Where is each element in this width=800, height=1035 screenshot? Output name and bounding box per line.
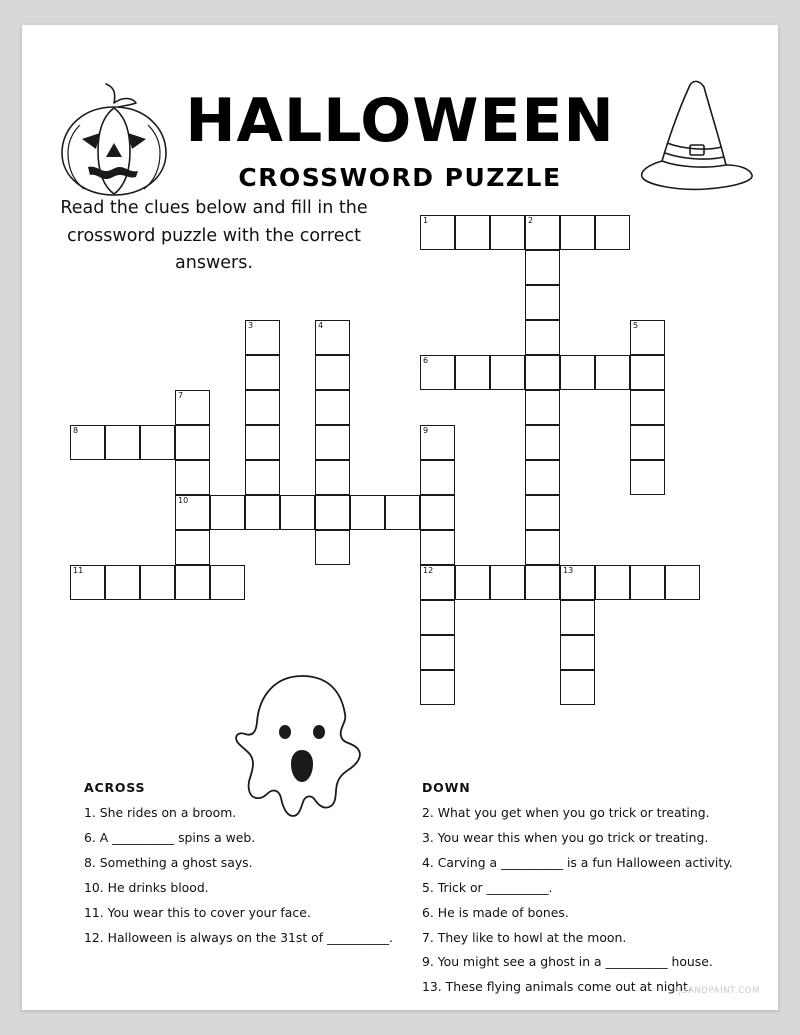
crossword-cell[interactable] xyxy=(525,390,560,425)
crossword-cell[interactable] xyxy=(525,285,560,320)
crossword-cell[interactable] xyxy=(490,215,525,250)
clue-item: 2. What you get when you go trick or treating. xyxy=(422,805,710,820)
crossword-cell[interactable] xyxy=(175,495,210,530)
clue-item: 4. Carving a __________ is a fun Halloween activity. xyxy=(422,854,733,870)
crossword-cell[interactable] xyxy=(490,355,525,390)
crossword-cell[interactable] xyxy=(385,495,420,530)
crossword-cell[interactable] xyxy=(245,495,280,530)
clue-item: 6. A __________ spins a web. xyxy=(84,829,256,845)
crossword-cell[interactable] xyxy=(315,390,350,425)
crossword-cell[interactable] xyxy=(175,425,210,460)
crossword-cell[interactable] xyxy=(420,460,455,495)
crossword-cell[interactable] xyxy=(455,215,490,250)
crossword-cell[interactable] xyxy=(420,215,455,250)
crossword-cell[interactable] xyxy=(420,530,455,565)
cell-number: 4 xyxy=(318,321,324,330)
crossword-cell[interactable] xyxy=(525,495,560,530)
crossword-cell[interactable] xyxy=(525,250,560,285)
clue-item: 5. Trick or __________. xyxy=(422,879,553,895)
cell-number: 6 xyxy=(423,356,429,365)
across-clues xyxy=(84,780,414,956)
crossword-cell[interactable] xyxy=(420,670,455,705)
clue-item: 8. Something a ghost says. xyxy=(84,854,253,870)
clue-item: 7. They like to howl at the moon. xyxy=(422,929,627,945)
crossword-cell[interactable] xyxy=(525,355,560,390)
crossword-cell[interactable] xyxy=(525,530,560,565)
cell-number: 12 xyxy=(423,566,434,575)
crossword-cell[interactable] xyxy=(70,425,105,460)
crossword-cell[interactable] xyxy=(315,320,350,355)
cell-number: 5 xyxy=(633,321,639,330)
crossword-cell[interactable] xyxy=(630,565,665,600)
crossword-grid[interactable] xyxy=(70,215,750,645)
crossword-cell[interactable] xyxy=(315,355,350,390)
across-heading: ACROSS xyxy=(84,780,146,795)
cell-number: 13 xyxy=(563,566,574,575)
crossword-cell[interactable] xyxy=(630,390,665,425)
cell-number: 11 xyxy=(73,566,84,575)
crossword-cell[interactable] xyxy=(245,425,280,460)
crossword-cell[interactable] xyxy=(175,460,210,495)
crossword-cell[interactable] xyxy=(175,565,210,600)
clue-item: 3. You wear this when you go trick or treating. xyxy=(422,829,709,845)
cell-number: 9 xyxy=(423,426,429,435)
crossword-cell[interactable] xyxy=(525,565,560,600)
clue-item: 9. You might see a ghost in a __________ house. xyxy=(422,954,713,970)
crossword-cell[interactable] xyxy=(210,495,245,530)
cell-number: 8 xyxy=(73,426,79,435)
crossword-cell[interactable] xyxy=(525,425,560,460)
crossword-cell[interactable] xyxy=(420,495,455,530)
crossword-cell[interactable] xyxy=(560,635,595,670)
crossword-cell[interactable] xyxy=(105,565,140,600)
crossword-cell[interactable] xyxy=(525,215,560,250)
crossword-cell[interactable] xyxy=(560,670,595,705)
crossword-cell[interactable] xyxy=(630,320,665,355)
page-subtitle: CROSSWORD PUZZLE xyxy=(238,163,562,192)
crossword-cell[interactable] xyxy=(630,460,665,495)
crossword-cell[interactable] xyxy=(420,600,455,635)
crossword-cell[interactable] xyxy=(315,495,350,530)
crossword-cell[interactable] xyxy=(560,600,595,635)
crossword-cell[interactable] xyxy=(245,390,280,425)
crossword-cell[interactable] xyxy=(315,425,350,460)
clue-item: 10. He drinks blood. xyxy=(84,879,209,895)
crossword-cell[interactable] xyxy=(665,565,700,600)
crossword-cell[interactable] xyxy=(140,425,175,460)
crossword-cell[interactable] xyxy=(525,460,560,495)
cell-number: 7 xyxy=(178,391,184,400)
down-heading: DOWN xyxy=(422,780,471,795)
worksheet-header xyxy=(22,65,778,205)
cell-number: 1 xyxy=(423,216,429,225)
crossword-cell[interactable] xyxy=(560,565,595,600)
crossword-cell[interactable] xyxy=(595,355,630,390)
clue-item: 13. These flying animals come out at night. xyxy=(422,979,692,995)
crossword-cell[interactable] xyxy=(350,495,385,530)
crossword-cell[interactable] xyxy=(420,425,455,460)
brand-watermark: PJSANDPAINT.COM xyxy=(672,986,760,996)
crossword-cell[interactable] xyxy=(420,355,455,390)
crossword-cell[interactable] xyxy=(630,355,665,390)
crossword-cell[interactable] xyxy=(455,355,490,390)
crossword-cell[interactable] xyxy=(245,460,280,495)
cell-number: 10 xyxy=(178,496,189,505)
crossword-cell[interactable] xyxy=(490,565,525,600)
cell-number: 2 xyxy=(528,216,534,225)
crossword-cell[interactable] xyxy=(560,215,595,250)
crossword-cell[interactable] xyxy=(280,495,315,530)
clue-item: 1. She rides on a broom. xyxy=(84,805,237,820)
crossword-cell[interactable] xyxy=(420,635,455,670)
clue-item: 6. He is made of bones. xyxy=(422,904,569,920)
crossword-cell[interactable] xyxy=(315,460,350,495)
crossword-cell[interactable] xyxy=(595,215,630,250)
crossword-cell[interactable] xyxy=(595,565,630,600)
crossword-cell[interactable] xyxy=(630,425,665,460)
crossword-cell[interactable] xyxy=(560,355,595,390)
crossword-cell[interactable] xyxy=(245,355,280,390)
crossword-cell[interactable] xyxy=(175,390,210,425)
cell-number: 3 xyxy=(248,321,254,330)
crossword-cell[interactable] xyxy=(455,565,490,600)
crossword-cell[interactable] xyxy=(70,565,105,600)
crossword-cell[interactable] xyxy=(175,530,210,565)
down-clues xyxy=(422,780,762,1006)
instructions-text: Read the clues below and fill in the crossword puzzle with the correct answers. xyxy=(60,198,368,274)
crossword-cell[interactable] xyxy=(140,565,175,600)
page-title: HALLOWEEN xyxy=(185,86,615,156)
crossword-cell[interactable] xyxy=(315,530,350,565)
clue-item: 11. You wear this to cover your face. xyxy=(84,904,311,920)
printable-worksheet xyxy=(22,25,778,1010)
clue-item: 12. Halloween is always on the 31st of __________. xyxy=(84,929,393,945)
crossword-cell[interactable] xyxy=(420,565,455,600)
crossword-cell[interactable] xyxy=(245,320,280,355)
crossword-cell[interactable] xyxy=(210,565,245,600)
crossword-cell[interactable] xyxy=(525,320,560,355)
crossword-cell[interactable] xyxy=(105,425,140,460)
